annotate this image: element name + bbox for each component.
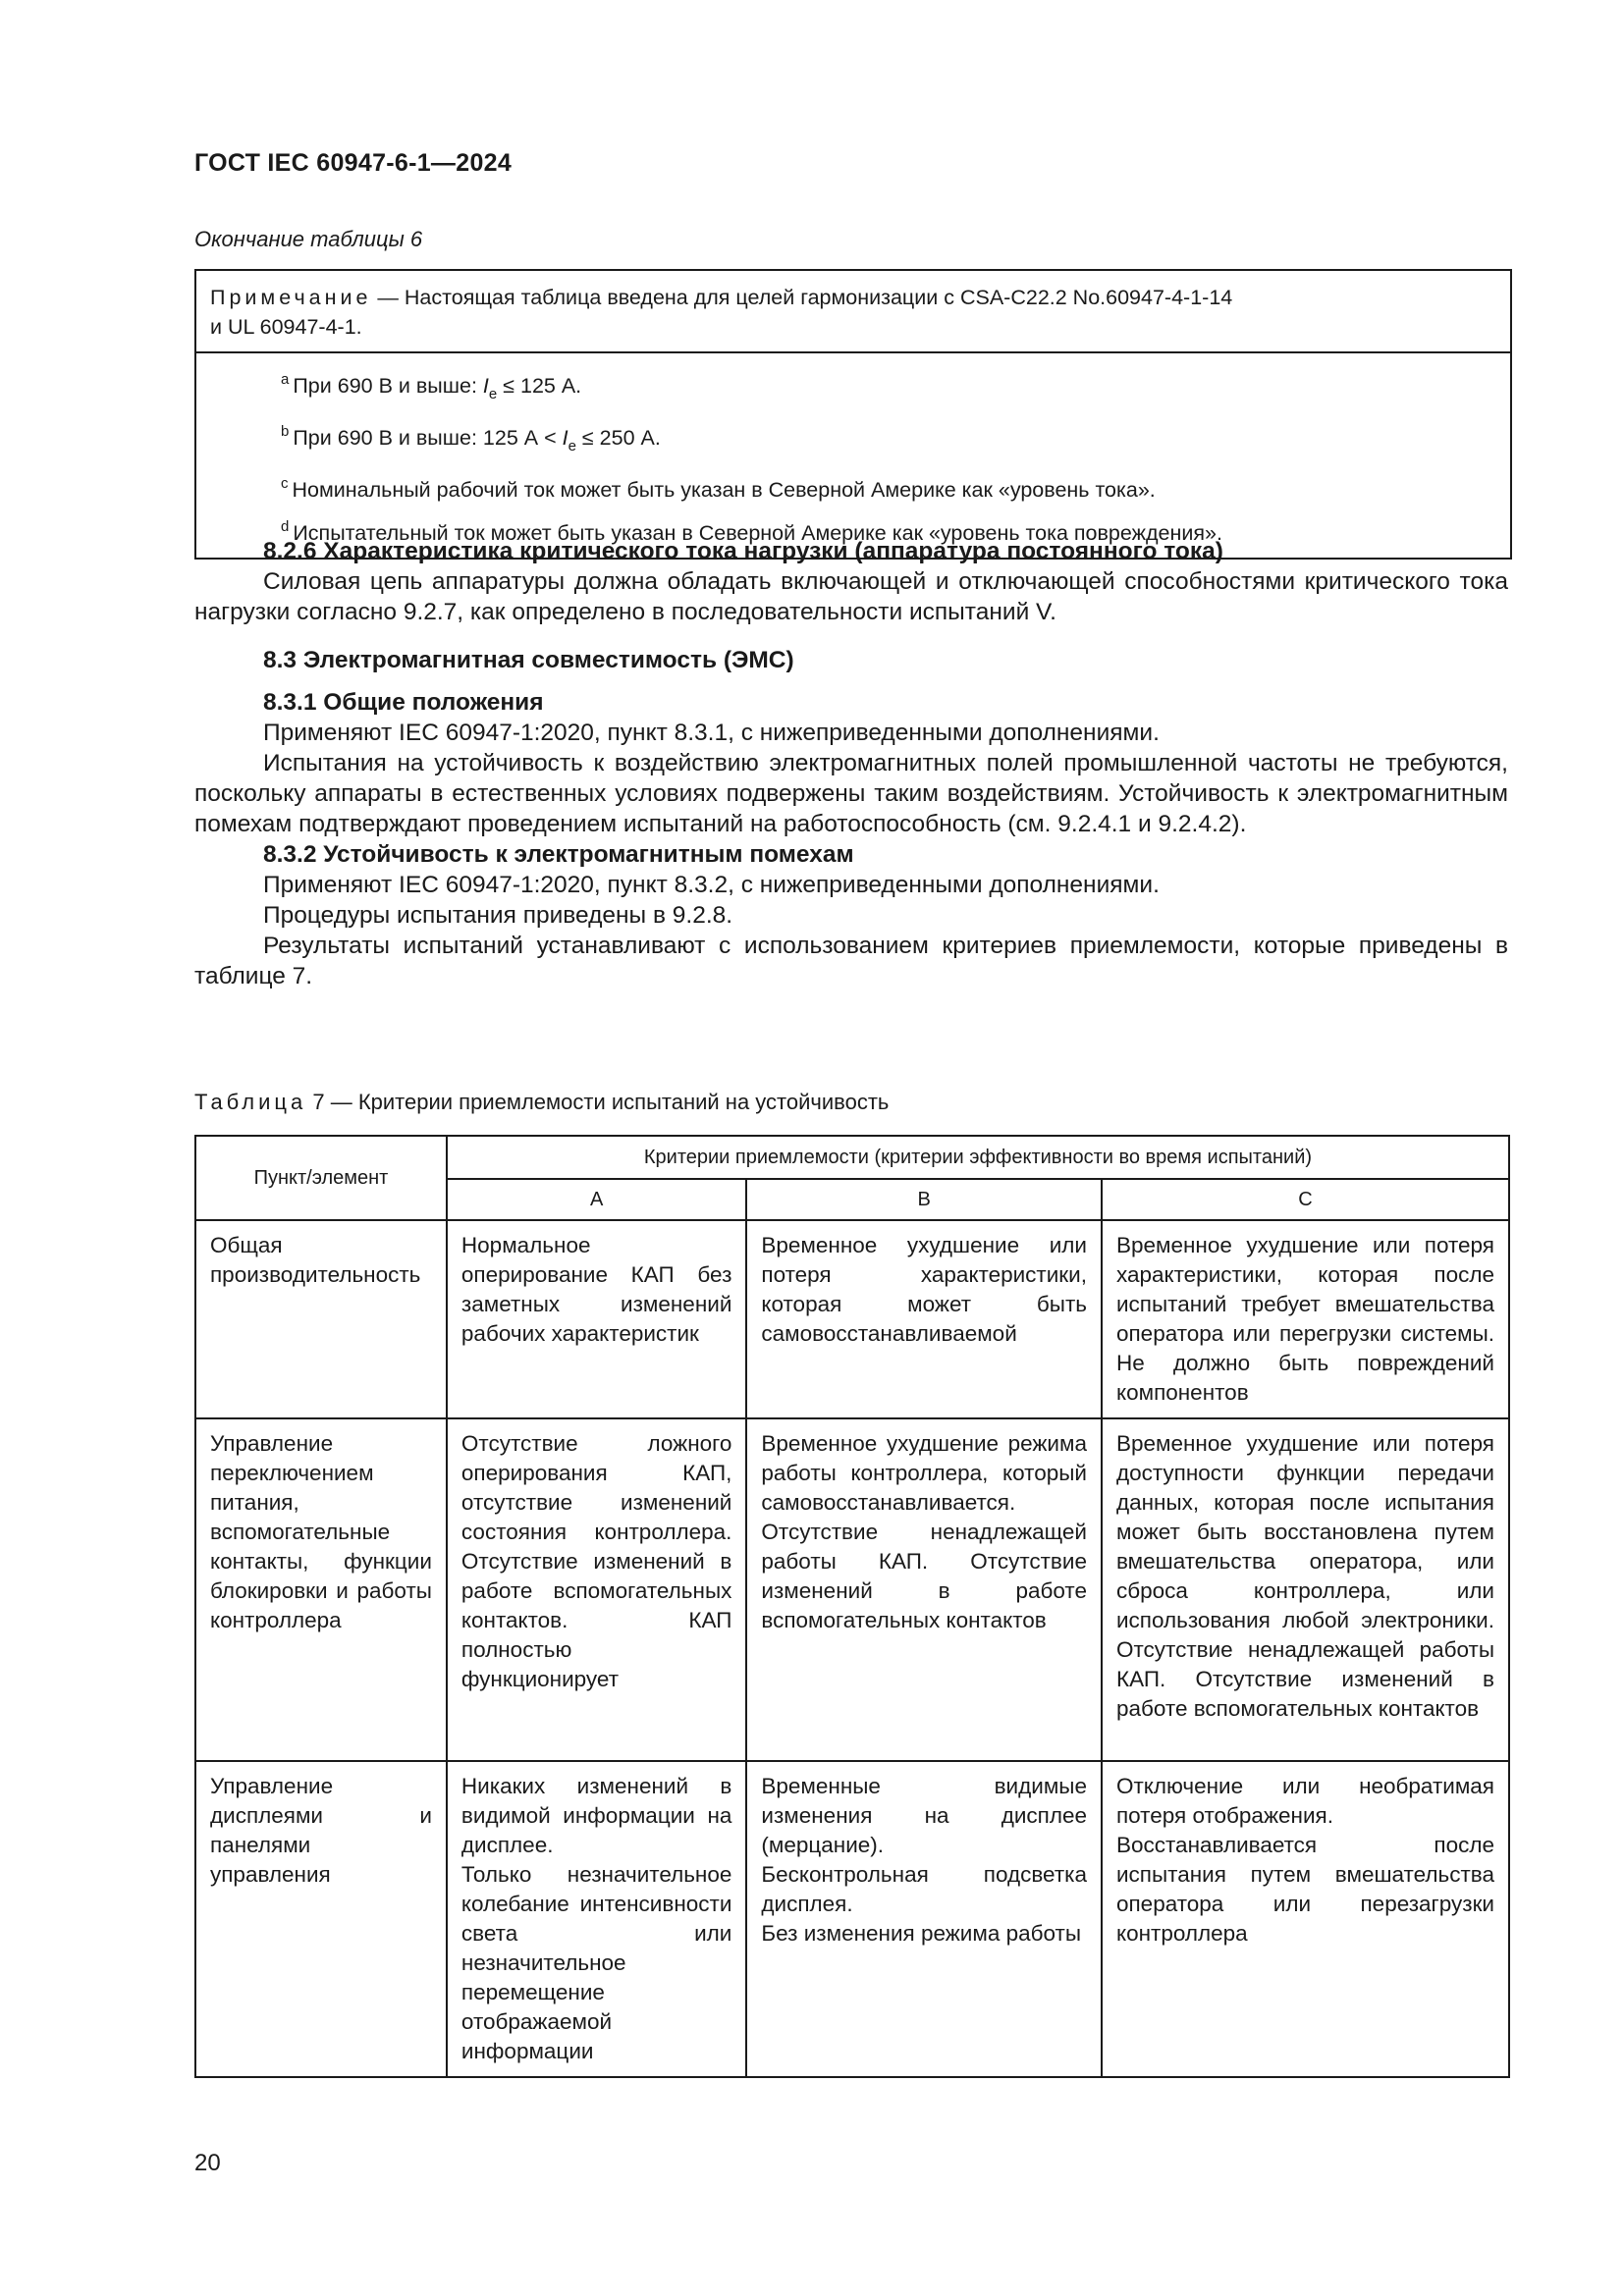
table7	[194, 1135, 1510, 2078]
footnote-c: $^c$ Номинальный рабочий ток может быть указан в Северной Америке как «уровень тока».	[281, 475, 1156, 502]
section-8-3-2-p1: Применяют IEC 60947-1:2020, пункт 8.3.2, с нижеприведенными дополнениями.	[263, 872, 1160, 898]
section-8-3-heading: 8.3 Электромагнитная совместимость (ЭМС)	[263, 647, 794, 673]
table-cell: Временное ухудшение или потеря доступности функции передачи данных, которая после испытания может быть восстановлена путем вмешательства оператора, или сброса контроллера, или использования любой электроники. Отсутствие ненадлежащей работы КАП. Отсутствие изменений в работе вспомогательных контактов	[1102, 1418, 1509, 1761]
table-cell: Управление дисплеями и панелями управления	[195, 1761, 447, 2077]
footnote-d: $^d$ Испытательный ток может быть указан в Северной Америке как «уровень тока повреждения».	[281, 518, 1222, 545]
table-cell: Временное ухудшение или потеря характеристики, которая может быть самовосстанавливаемой	[746, 1220, 1102, 1418]
section-8-3-1-p1: Применяют IEC 60947-1:2020, пункт 8.3.1, с нижеприведенными дополнениями.	[263, 720, 1160, 746]
table7-header-c: С	[1102, 1179, 1509, 1220]
table-cell: Нормальное оперирование КАП без заметных изменений рабочих характеристик	[447, 1220, 746, 1418]
table-cell: Временные видимые изменения на дисплее (мерцание). Бесконтрольная подсветка дисплея. Без изменения режима работы	[746, 1761, 1102, 2077]
section-8-3-1-heading: 8.3.1 Общие положения	[263, 689, 544, 716]
document-header: ГОСТ IEC 60947-6-1—2024	[194, 149, 513, 177]
table-row	[195, 1220, 1509, 1418]
note-text-continued: и UL 60947-4-1.	[210, 315, 362, 339]
footnote-b: $^b$ При 690 В и выше: 125 $А < I_e \le 250$ А.	[281, 423, 661, 454]
table-cell: Временное ухудшение режима работы контроллера, который самовосстанавливается. Отсутствие ненадлежащей работы КАП. Отсутствие изменений в работе вспомогательных контактов	[746, 1418, 1102, 1761]
table-row	[195, 1761, 1509, 2077]
note-text: — Настоящая таблица введена для целей гармонизации с CSA-C22.2 No.60947-4-1-14	[371, 286, 1233, 309]
section-8-3-2-heading: 8.3.2 Устойчивость к электромагнитным помехам	[263, 841, 854, 868]
section-8-3-2-p2: Процедуры испытания приведены в 9.2.8.	[263, 902, 733, 929]
table-continuation-label: Окончание таблицы 6	[194, 227, 423, 251]
table-row	[195, 1418, 1509, 1761]
table-cell: Общая производительность	[195, 1220, 447, 1418]
table7-header-b: В	[746, 1179, 1102, 1220]
table6-note	[196, 271, 1510, 353]
table-cell: Никаких изменений в видимой информации на дисплее. Только незначительное колебание интенсивности света или незначительное перемещение отображаемой информации	[447, 1761, 746, 2077]
table7-caption: Таблица 7 — Критерии приемлемости испытаний на устойчивость	[194, 1090, 890, 1114]
footnote-a: $^a$ При 690 В и выше: $I_e \le 125$ А.	[281, 371, 582, 402]
page-number: 20	[194, 2150, 221, 2176]
table-cell: Временное ухудшение или потеря характеристики, которая после испытаний требует вмешательства оператора или перегрузки системы. Не должно быть повреждений компонентов	[1102, 1220, 1509, 1418]
table-cell: Управление переключением питания, вспомогательные контакты, функции блокировки и работы контроллера	[195, 1418, 447, 1761]
section-8-2-6-text: Силовая цепь аппаратуры должна обладать включающей и отключающей способностями критического тока нагрузки согласно 9.2.7, как определено в последовательности испытаний V.	[194, 568, 1508, 625]
table6-end-box	[194, 269, 1512, 560]
section-8-3-2-p3: Результаты испытаний устанавливают с использованием критериев приемлемости, которые приведены в таблице 7.	[194, 933, 1508, 989]
table7-header-a: А	[447, 1179, 746, 1220]
body-text	[194, 536, 1508, 991]
section-8-2-6-heading: 8.2.6 Характеристика критического тока нагрузки (аппаратура постоянного тока)	[263, 538, 1223, 564]
table6-footnotes	[196, 353, 1510, 558]
table7-header-criteria: Критерии приемлемости (критерии эффективности во время испытаний)	[447, 1136, 1509, 1179]
table-cell: Отключение или необратимая потеря отображения. Восстанавливается после испытания путем вмешательства оператора или перезагрузки контроллера	[1102, 1761, 1509, 2077]
table-cell: Отсутствие ложного оперирования КАП, отсутствие изменений состояния контроллера. Отсутствие изменений в работе вспомогательных контактов. КАП полностью функционирует	[447, 1418, 746, 1761]
table7-header-item: Пункт/элемент	[195, 1136, 447, 1220]
section-8-3-1-p2: Испытания на устойчивость к воздействию электромагнитных полей промышленной частоты не требуются, поскольку аппараты в естественных условиях подвержены таким воздействиям. Устойчивость к электромагнитным помехам подтверждают проведением испытаний на работоспособность (см. 9.2.4.1 и 9.2.4.2).	[194, 750, 1508, 837]
note-label: Примечание	[210, 286, 372, 309]
